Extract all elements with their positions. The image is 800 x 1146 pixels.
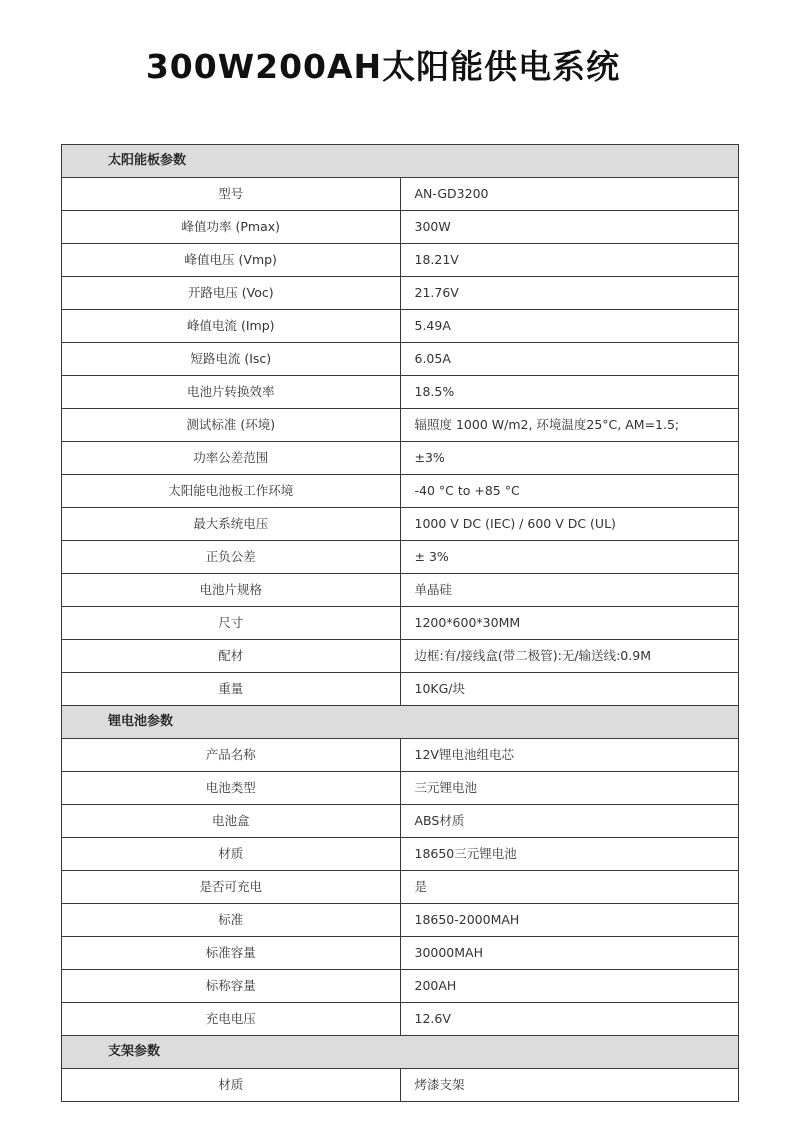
spec-value: AN-GD3200 [400,178,739,211]
section-header-row [62,145,739,178]
table-row [62,937,739,970]
spec-value: 是 [400,871,739,904]
spec-label: 功率公差范围 [62,442,401,475]
table-row [62,277,739,310]
spec-value: 边框:有/接线盒(带二极管):无/输送线:0.9M [400,640,739,673]
spec-value: 18650三元锂电池 [400,838,739,871]
spec-label: 电池类型 [62,772,401,805]
spec-label: 标称容量 [62,970,401,1003]
spec-label: 尺寸 [62,607,401,640]
table-row [62,442,739,475]
section-header-row [62,1036,739,1069]
spec-value: 300W [400,211,739,244]
spec-table [61,144,739,1102]
table-row [62,475,739,508]
spec-value: 10KG/块 [400,673,739,706]
spec-label: 电池片转换效率 [62,376,401,409]
spec-value: 单晶硅 [400,574,739,607]
spec-value: ± 3% [400,541,739,574]
spec-value: 12.6V [400,1003,739,1036]
table-row [62,871,739,904]
table-row [62,904,739,937]
spec-value: 1200*600*30MM [400,607,739,640]
table-row [62,838,739,871]
table-row [62,640,739,673]
spec-value: 烤漆支架 [400,1069,739,1102]
table-row [62,970,739,1003]
table-row [62,1003,739,1036]
table-row [62,673,739,706]
section-heading: 太阳能板参数 [62,145,739,178]
spec-label: 重量 [62,673,401,706]
section-heading: 锂电池参数 [62,706,739,739]
spec-label: 型号 [62,178,401,211]
spec-label: 电池盒 [62,805,401,838]
spec-value: 辐照度 1000 W/m2, 环境温度25°C, AM=1.5; [400,409,739,442]
table-row [62,211,739,244]
spec-label: 测试标准 (环境) [62,409,401,442]
spec-label: 材质 [62,1069,401,1102]
table-row [62,376,739,409]
spec-value: ABS材质 [400,805,739,838]
spec-value: 18650-2000MAH [400,904,739,937]
section-header-row [62,706,739,739]
spec-label: 峰值电压 (Vmp) [62,244,401,277]
spec-value: 三元锂电池 [400,772,739,805]
spec-value: 21.76V [400,277,739,310]
table-row [62,574,739,607]
table-row [62,805,739,838]
page-title: 300W200AH太阳能供电系统 [145,47,621,86]
spec-table-body [62,145,739,1102]
spec-label: 峰值电流 (Imp) [62,310,401,343]
spec-label: 电池片规格 [62,574,401,607]
spec-value: 1000 V DC (IEC) / 600 V DC (UL) [400,508,739,541]
spec-label: 太阳能电池板工作环境 [62,475,401,508]
spec-value: 12V锂电池组电芯 [400,739,739,772]
spec-value: 30000MAH [400,937,739,970]
spec-label: 最大系统电压 [62,508,401,541]
table-row [62,310,739,343]
spec-value: 18.5% [400,376,739,409]
table-row [62,343,739,376]
spec-label: 短路电流 (Isc) [62,343,401,376]
table-row [62,739,739,772]
spec-value: 6.05A [400,343,739,376]
spec-value: -40 °C to +85 °C [400,475,739,508]
spec-label: 充电电压 [62,1003,401,1036]
table-row [62,541,739,574]
spec-value: 200AH [400,970,739,1003]
section-heading: 支架参数 [62,1036,739,1069]
spec-label: 是否可充电 [62,871,401,904]
spec-value: ±3% [400,442,739,475]
table-row [62,409,739,442]
table-row [62,508,739,541]
spec-label: 开路电压 (Voc) [62,277,401,310]
spec-label: 配材 [62,640,401,673]
spec-value: 5.49A [400,310,739,343]
table-row [62,178,739,211]
table-row [62,772,739,805]
table-row [62,1069,739,1102]
table-row [62,244,739,277]
spec-label: 产品名称 [62,739,401,772]
spec-label: 正负公差 [62,541,401,574]
spec-label: 标准容量 [62,937,401,970]
spec-value: 18.21V [400,244,739,277]
spec-label: 峰值功率 (Pmax) [62,211,401,244]
table-row [62,607,739,640]
spec-label: 标准 [62,904,401,937]
spec-label: 材质 [62,838,401,871]
